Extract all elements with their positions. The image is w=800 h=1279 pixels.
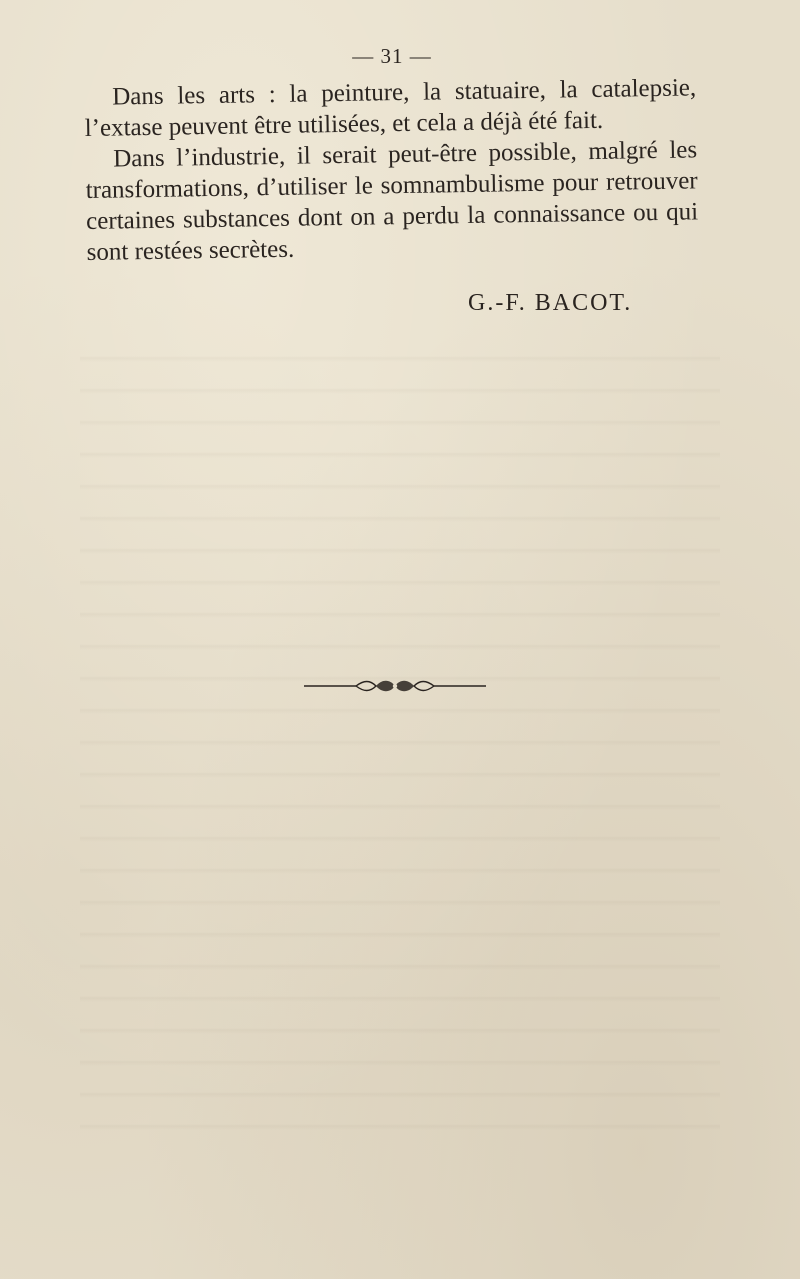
page-number: — 31 — [352, 44, 432, 68]
show-through-texture [80, 330, 720, 1150]
body-text [84, 72, 699, 268]
author-signature: G.-F. BACOT. [468, 290, 633, 316]
fleuron-divider-icon [304, 676, 486, 696]
paragraph-industrie: Dans l’industrie, il serait peut-être possible, malgré les transformations, d’utiliser le somnambulisme pour retrouver certaines substances dont on a perdu la connaissance ou qui sont restées secrètes. [85, 136, 699, 266]
paragraph-arts: Dans les arts : la peinture, la statuaire, la catalepsie, l’extase peuvent être utilisées, et cela a déjà été fait. [84, 74, 697, 142]
